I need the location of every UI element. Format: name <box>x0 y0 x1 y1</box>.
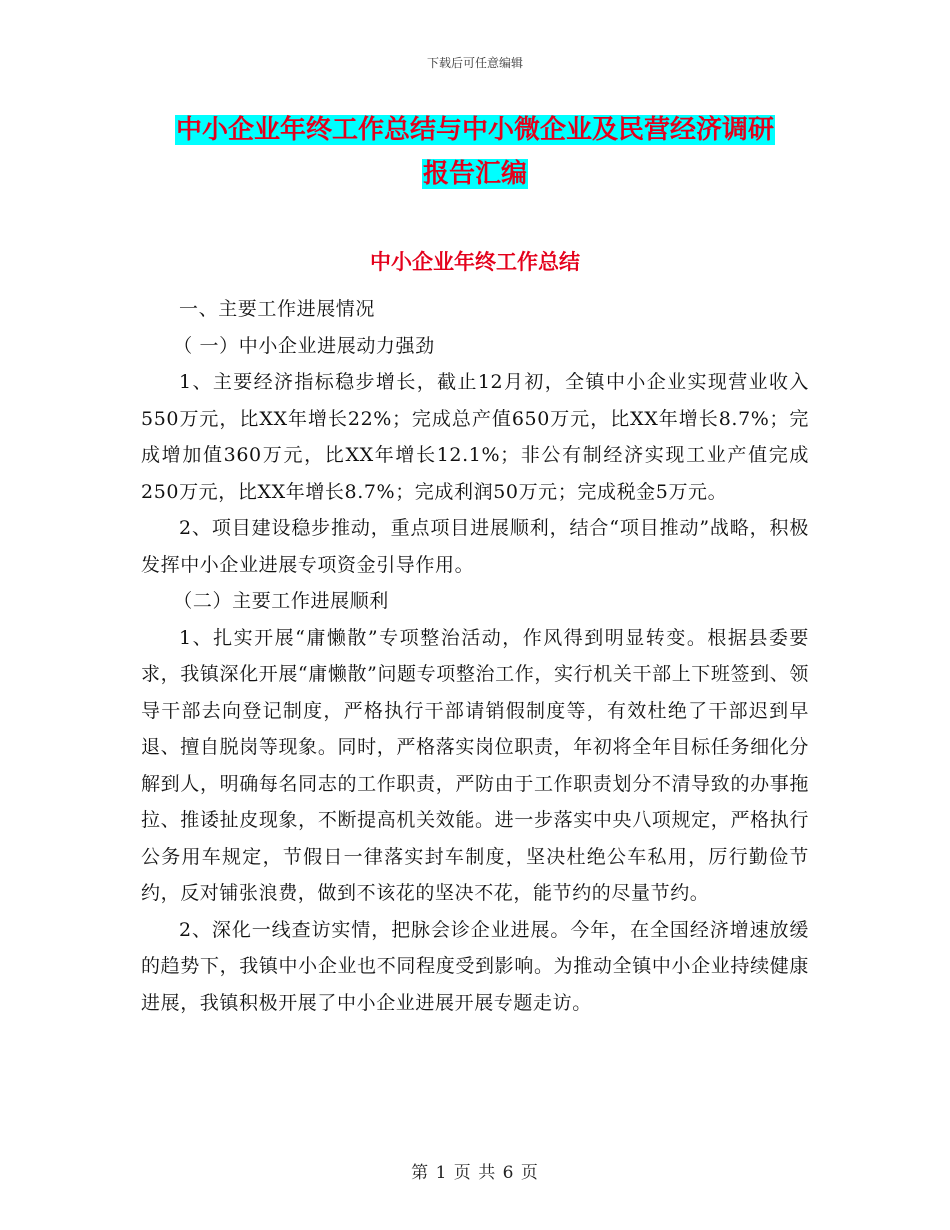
title-highlight-1: 中小企业年终工作总结与中小微企业及民营经济调研 <box>175 115 774 145</box>
paragraph-economic-indicators: 1、主要经济指标稳步增长，截止12月初，全镇中小企业实现营业收入550万元，比XX年增长22%；完成总产值650万元，比XX年增长8.7%；完成增加值360万元，比XX年增长12.1%；非公有制经济实现工业产值完成250万元，比XX年增长8.7%；完成利润50万元；完成税金5万元。 <box>141 371 809 503</box>
document-title-line1 <box>140 108 810 152</box>
heading-main-progress: 一、主要工作进展情况 <box>179 298 376 320</box>
page-footer: 第 1 页 共 6 页 <box>411 1163 539 1183</box>
paragraph-field-visits: 2、深化一线查访实情，把脉会诊企业进展。今年，在全国经济增速放缓的趋势下，我镇中小企业也不同程度受到影响。为推动全镇中小企业持续健康进展，我镇积极开展了中小企业进展开展专题走访。 <box>141 918 809 1014</box>
document-title-line2 <box>140 152 810 196</box>
subheading-2: （二）主要工作进展顺利 <box>173 590 389 612</box>
section-title: 中小企业年终工作总结 <box>370 249 580 274</box>
title-highlight-2: 报告汇编 <box>422 159 527 189</box>
subheading-1: （ 一）中小企业进展动力强劲 <box>173 334 435 357</box>
body-content <box>141 291 809 1021</box>
header-note: 下载后可任意编辑 <box>426 56 523 70</box>
paragraph-project-construction: 2、项目建设稳步推动，重点项目进展顺利，结合“项目推动”战略，积极发挥中小企业进展专项资金引导作用。 <box>141 517 809 576</box>
paragraph-rectification: 1、扎实开展“庸懒散”专项整治活动，作风得到明显转变。根据县委要求，我镇深化开展“庸懒散”问题专项整治工作，实行机关干部上下班签到、领导干部去向登记制度，严格执行干部请销假制度等，有效杜绝了干部迟到早退、擅自脱岗等现象。同时，严格落实岗位职责，年初将全年目标任务细化分解到人，明确每名同志的工作职责，严防由于工作职责划分不清导致的办事拖拉、推诿扯皮现象，不断提高机关效能。进一步落实中央八项规定，严格执行公务用车规定，节假日一律落实封车制度，坚决杜绝公车私用，厉行勤俭节约，反对铺张浪费，做到不该花的坚决不花，能节约的尽量节约。 <box>141 626 809 904</box>
